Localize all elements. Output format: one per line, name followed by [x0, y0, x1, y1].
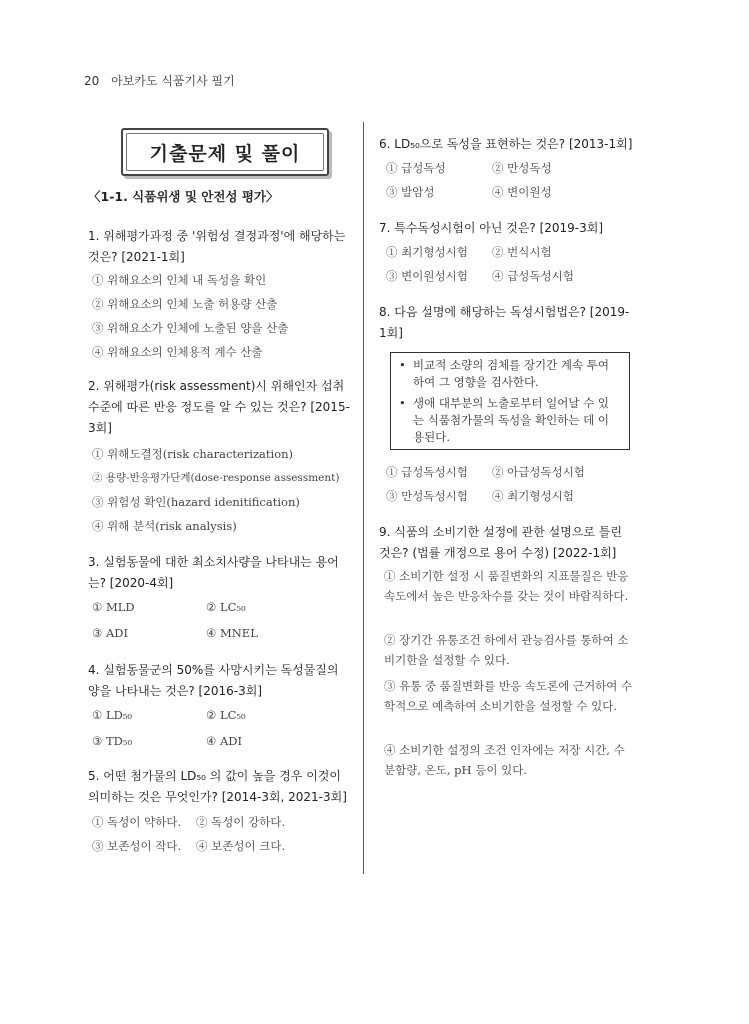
- q5-option-3: ③ 보존성이 작다.: [92, 839, 182, 853]
- q6-option-4: ④ 변이원성: [492, 185, 552, 199]
- q4-option-3: ③ TD₅₀: [92, 734, 133, 748]
- q8-option-1: ① 급성독성시험: [386, 465, 468, 479]
- q3-option-3: ③ ADI: [92, 626, 129, 640]
- question-1: 1. 위해평가과정 중 '위험성 결정과정'에 해당하는 것은? [2021-1회]: [88, 229, 346, 264]
- q6-option-2: ② 만성독성: [492, 161, 552, 175]
- q7-option-4: ④ 급성독성시험: [492, 269, 574, 283]
- q8-option-3: ③ 만성독성시험: [386, 489, 468, 503]
- q3-option-1: ① MLD: [92, 600, 135, 614]
- book-title: 아보카도 식품기사 필기: [111, 74, 235, 88]
- q2-option-1: ① 위해도결정(risk characterization): [92, 447, 294, 461]
- q4-option-1: ① LD₅₀: [92, 708, 133, 722]
- question-9: 9. 식품의 소비기한 설정에 관한 설명으로 틀린 것은? (법률 개정으로 용어 수정) [2022-1회]: [379, 525, 622, 560]
- page-header: [84, 72, 235, 89]
- section-heading: 〈1-1. 식품위생 및 안전성 평가〉: [88, 189, 279, 204]
- q9-option-3: ③ 유통 중 품질변화를 반응 속도론에 근거하여 수학적으로 예측하여 소비기한을 설정할 수 있다.: [384, 679, 633, 713]
- description-item-2: • 생애 대부분의 노출로부터 일어날 수 있는 식품첨가물의 독성을 확인하는 데 이용된다.: [395, 395, 619, 446]
- q5-option-4: ④ 보존성이 크다.: [196, 839, 286, 853]
- q6-option-1: ① 급성독성: [386, 161, 446, 175]
- question-8: 8. 다음 설명에 해당하는 독성시험법은? [2019-1회]: [379, 305, 630, 340]
- column-divider: [363, 122, 364, 874]
- q7-option-1: ① 최기형성시험: [386, 245, 468, 259]
- q5-option-2: ② 독성이 강하다.: [196, 815, 286, 829]
- question-2: 2. 위해평가(risk assessment)시 위해인자 섭취 수준에 따른 반응 정도를 알 수 있는 것은? [2015-3회]: [88, 379, 350, 435]
- q9-option-1: ① 소비기한 설정 시 품질변화의 지표물질은 반응속도에서 높은 반응차수를 갖는 것이 바람직하다.: [384, 569, 629, 603]
- q6-option-3: ③ 발암성: [386, 185, 435, 199]
- page-number: 20: [84, 74, 100, 88]
- q8-option-2: ② 아급성독성시험: [492, 465, 585, 479]
- q2-option-2: ② 용량-반응평가단계(dose-response assessment): [92, 472, 340, 484]
- q1-option-1: ① 위해요소의 인체 내 독성을 확인: [92, 273, 267, 287]
- q9-option-2: ② 장기간 유통조건 하에서 관능검사를 통하여 소비기한을 설정할 수 있다.: [384, 633, 629, 667]
- section-title: 기출문제 및 풀이: [149, 142, 301, 165]
- question-4: 4. 실험동물군의 50%를 사망시키는 독성물질의 양을 나타내는 것은? [2016-3회]: [88, 663, 339, 698]
- section-title-box: [121, 128, 329, 176]
- q3-option-4: ④ MNEL: [206, 626, 258, 640]
- q4-option-4: ④ ADI: [206, 734, 243, 748]
- q8-option-4: ④ 최기형성시험: [492, 489, 574, 503]
- description-box: [390, 352, 630, 450]
- q7-option-3: ③ 변이원성시험: [386, 269, 468, 283]
- question-7: 7. 특수독성시험이 아닌 것은? [2019-3회]: [379, 221, 604, 235]
- q2-option-3: ③ 위험성 확인(hazard idenitification): [92, 495, 300, 509]
- q5-option-1: ① 독성이 약하다.: [92, 815, 182, 829]
- question-3: 3. 실험동물에 대한 최소치사량을 나타내는 용어는? [2020-4회]: [88, 555, 339, 590]
- description-item-1: • 비교적 소량의 검체를 장기간 계속 투여하여 그 영향을 검사한다.: [395, 357, 619, 391]
- question-5: 5. 어떤 첨가물의 LD₅₀ 의 값이 높을 경우 이것이 의미하는 것은 무엇인가? [2014-3회, 2021-3회]: [88, 769, 347, 804]
- q4-option-2: ② LC₅₀: [206, 708, 246, 722]
- q1-option-3: ③ 위해요소가 인체에 노출된 양을 산출: [92, 321, 289, 335]
- q7-option-2: ② 번식시험: [492, 245, 552, 259]
- q9-option-4: ④ 소비기한 설정의 조건 인자에는 저장 시간, 수분함량, 온도, pH 등이 있다.: [384, 743, 625, 777]
- q2-option-4: ④ 위해 분석(risk analysis): [92, 519, 237, 533]
- question-6: 6. LD₅₀으로 독성을 표현하는 것은? [2013-1회]: [379, 137, 633, 151]
- q1-option-4: ④ 위해요소의 인체용적 계수 산출: [92, 345, 263, 359]
- q3-option-2: ② LC₅₀: [206, 600, 246, 614]
- q1-option-2: ② 위해요소의 인체 노출 허용량 산출: [92, 297, 278, 311]
